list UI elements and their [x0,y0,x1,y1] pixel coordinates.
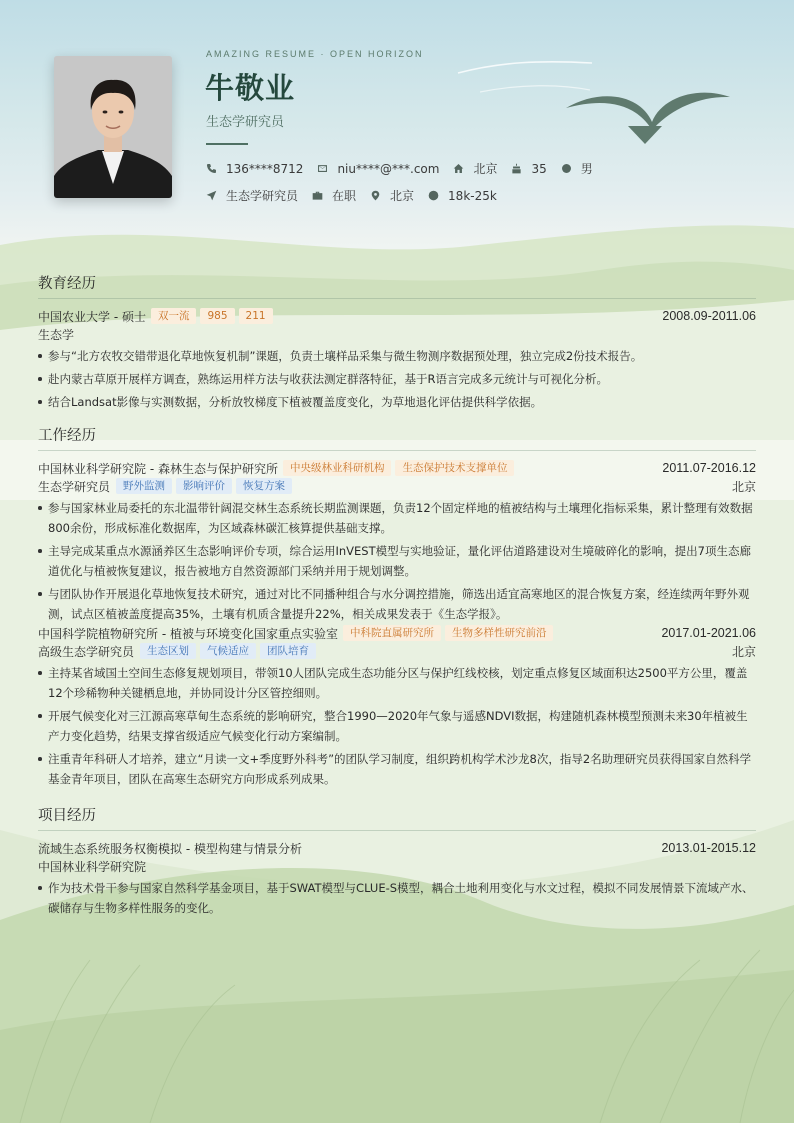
location-pin-icon [370,190,381,201]
skill-tag: 生态区划 [140,643,196,659]
gender-text: 男 [580,162,593,176]
cake-icon [511,163,522,174]
skill-tag: 影响评价 [176,478,232,494]
status-info [312,187,356,204]
person-portrait-icon [54,56,172,198]
skill-tag: 团队培育 [260,643,316,659]
entry-date: 2013.01-2015.12 [661,841,756,855]
skill-tag: 气候适应 [200,643,256,659]
target-city-info [370,187,414,204]
list-item: 参与国家林业局委托的东北温带针阔混交林生态系统长期监测课题，负责12个固定样地的植被结构与土壤理化指标采集，累计整理有效数据800余份，形成标准化数据库，为区域森林碳汇核算提供基础支撑。 [38,498,756,538]
job-info-row [206,187,511,204]
work-section [38,424,756,789]
phone-icon [206,163,217,174]
skill-tag: 野外监测 [116,478,172,494]
salary-info [428,189,497,203]
education-entry [38,307,756,412]
section-title: 工作经历 [38,424,756,451]
list-item: 注重青年科研人才培养，建立“月读一文+季度野外科考”的团队学习制度，组织跨机构学术沙龙8次，指导2名助理研究员获得国家自然科学基金青年项目，团队在高寒生态研究方向形成系列成果。 [38,749,756,789]
work-entry [38,624,756,789]
briefcase-icon [312,190,323,201]
home-info [453,160,497,177]
entry-date: 2008.09-2011.06 [662,309,756,323]
mail-icon [317,163,328,174]
project-name: 流域生态系统服务权衡模拟 - 模型构建与情景分析 [38,841,302,856]
entry-subtitle [38,477,756,495]
list-item: 开展气候变化对三江源高寒草甸生态系统的影响研究，整合1990—2020年气象与遥感NDVI数据，构建随机森林模型预测未来30年植被生产力变化趋势，结果支撑省级适应气候变化行动方案编制。 [38,706,756,746]
project-section [38,804,756,918]
skill-tag: 恢复方案 [236,478,292,494]
list-item: 结合Landsat影像与实测数据，分析放牧梯度下植被覆盖度变化，为草地退化评估提供科学依据。 [38,392,756,412]
entry-date: 2011.07-2016.12 [662,461,756,475]
gender-info [561,160,593,177]
employer-tag: 中科院直属研究所 [343,625,441,641]
position-text: 高级生态学研究员 [38,644,135,659]
location-text: 北京 [731,479,756,494]
age-info [511,162,546,176]
bullet-list [38,498,756,624]
email-info [317,162,439,176]
list-item: 作为技术骨干参与国家自然科学基金项目，基于SWAT模型与CLUE-S模型，耦合土地利用变化与水文过程，模拟不同发展情景下流域产水、碳储存与生物多样性服务的变化。 [38,878,756,918]
list-item: 赴内蒙古草原开展样方调查，熟练运用样方法与收获法测定群落特征，基于R语言完成多元统计与可视化分析。 [38,369,756,389]
profile-photo [54,56,172,198]
email-text: niu****@***.com [337,161,440,176]
project-org-text: 中国林业科学研究院 [38,859,147,874]
gender-icon [561,163,572,174]
position-text: 生态学研究员 [38,479,111,494]
entry-header [38,307,756,325]
location-text: 北京 [731,644,756,659]
list-item: 主导完成某重点水源涵养区生态影响评价专项，综合运用InVEST模型与实地验证，量化评估道路建设对生境破碎化的影响，提出7项生态廊道优化与植被恢复建议，报告被地方自然资源部门采纳并用于规划调整。 [38,541,756,581]
home-text: 北京 [473,162,498,176]
section-title: 项目经历 [38,804,756,831]
employer-tag: 中央级林业科研机构 [283,460,392,476]
education-section [38,272,756,412]
phone-text: 136****8712 [226,161,304,176]
major-text: 生态学 [38,327,75,342]
employer-tag: 生态保护技术支撑单位 [395,460,514,476]
school-name: 中国农业大学 - 硕士 [38,309,146,324]
phone-info [206,162,303,176]
salary-icon [428,190,439,201]
list-item: 主持某省域国土空间生态修复规划项目，带领10人团队完成生态功能分区与保护红线校核，划定重点修复区域面积达2500平方公里，覆盖12个珍稀物种关键栖息地，并协同设计分区管控细则。 [38,663,756,703]
school-tag: 211 [239,308,273,324]
entry-header [38,839,756,857]
employer-name: 中国林业科学研究院 - 森林生态与保护研究所 [38,461,278,476]
entry-subtitle [38,642,756,660]
salary-text: 18k-25k [448,188,497,203]
candidate-name: 牛敬业 [205,71,296,105]
send-icon [206,190,217,201]
school-tag: 985 [200,308,234,324]
home-icon [453,163,464,174]
target-role-text: 生态学研究员 [226,189,299,203]
entry-date: 2017.01-2021.06 [661,626,756,640]
entry-subtitle [38,857,756,875]
school-tag: 双一流 [151,308,197,324]
contact-info-row [206,160,607,177]
section-title: 教育经历 [38,272,756,299]
work-entry [38,459,756,624]
age-text: 35 [531,161,547,176]
bullet-list [38,878,756,918]
list-item: 参与“北方农牧交错带退化草地恢复机制”课题，负责土壤样品采集与微生物测序数据预处理，独立完成2份技术报告。 [38,346,756,366]
status-text: 在职 [332,189,357,203]
candidate-role: 生态学研究员 [206,115,285,130]
project-entry [38,839,756,918]
target-role-info [206,187,298,204]
resume-tagline: AMAZING RESUME · OPEN HORIZON [206,49,424,59]
employer-tag: 生物多样性研究前沿 [445,625,554,641]
entry-header [38,624,756,642]
entry-header [38,459,756,477]
employer-name: 中国科学院植物研究所 - 植被与环境变化国家重点实验室 [38,626,338,641]
title-divider [206,143,248,145]
target-city-text: 北京 [390,189,415,203]
entry-subtitle [38,325,756,343]
list-item: 与团队协作开展退化草地恢复技术研究，通过对比不同播种组合与水分调控措施，筛选出适宜高寒地区的混合恢复方案，经连续两年野外观测，试点区植被盖度提高35%，土壤有机质含量提升22%，相关成果发表于《生态学报》。 [38,584,756,624]
bullet-list [38,663,756,789]
bullet-list [38,346,756,412]
